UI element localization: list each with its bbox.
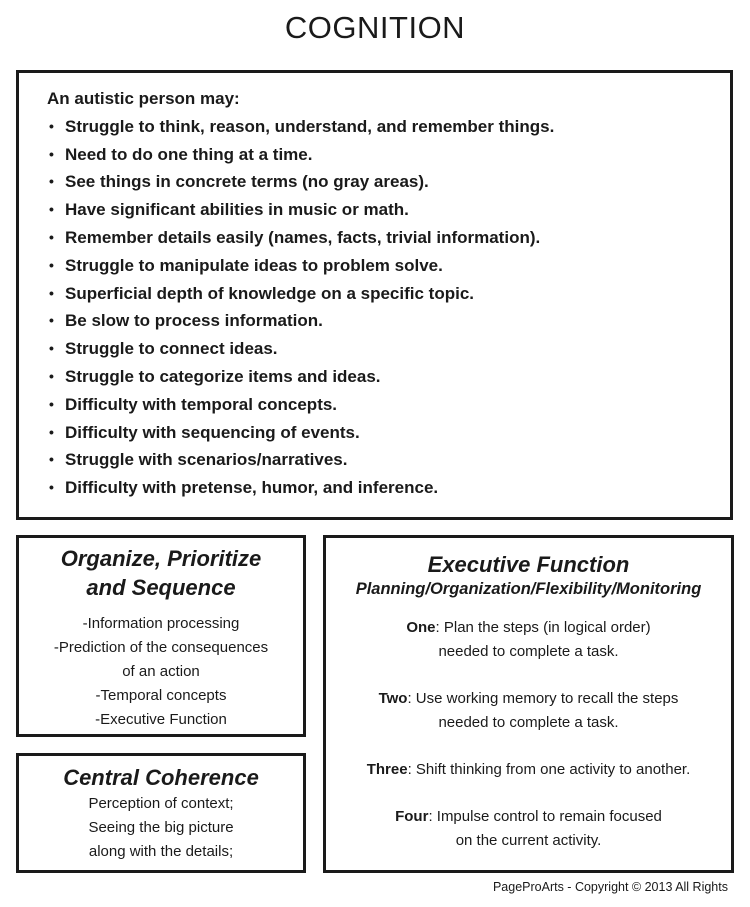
organize-line: -Executive Function [95,711,227,728]
bullet: • [49,117,54,134]
step-text: : Shift thinking from one activity to another. [407,761,691,778]
bullet: • [49,201,54,218]
list-item-text: Need to do one thing at a time. [65,144,313,164]
step-text: : Use working memory to recall the steps [407,690,679,707]
executive-heading: Executive Function [427,552,630,577]
list-item-text: Remember details easily (names, facts, trivial information). [65,227,541,247]
page-title: COGNITION [284,10,466,45]
step-text-cont: needed to complete a task. [438,643,619,660]
list-item [47,474,730,502]
list-item-text: Difficulty with pretense, humor, and inference. [65,478,439,498]
step-text-cont: needed to complete a task. [438,714,619,731]
bullet: • [49,145,54,162]
list-item-text: See things in concrete terms (no gray areas). [65,172,429,192]
executive-step [326,758,731,782]
list-item [47,168,730,196]
executive-step [326,616,731,664]
step-text-cont: on the current activity. [455,832,602,849]
organize-heading-line2: and Sequence [86,575,236,600]
list-item-text: Difficulty with sequencing of events. [65,422,360,442]
list-item [47,141,730,169]
step-text: : Impulse control to remain focused [428,808,662,825]
list-item-text: Struggle with scenarios/narratives. [65,450,348,470]
central-coherence-box [16,753,306,873]
list-item-text: Have significant abilities in music or math. [65,200,409,220]
bullet: • [49,173,54,190]
organize-line: -Information processing [82,615,240,632]
list-item [47,196,730,224]
list-item [47,113,730,141]
list-item [47,446,730,474]
list-item-text: Struggle to connect ideas. [65,339,278,359]
executive-subheading: Planning/Organization/Flexibility/Monitoring [355,580,702,598]
organize-line: -Temporal concepts [95,687,227,704]
executive-step [326,805,731,853]
central-heading: Central Coherence [63,765,259,790]
bullet: • [49,451,54,468]
bullet: • [49,256,54,273]
bullet: • [49,284,54,301]
list-item [47,252,730,280]
central-line: along with the details; [88,843,234,860]
list-item [47,363,730,391]
list-item [47,419,730,447]
step-label: Two [378,690,408,707]
step-text: : Plan the steps (in logical order) [435,619,651,636]
list-item [47,224,730,252]
organize-line: of an action [122,663,200,680]
list-item-text: Struggle to manipulate ideas to problem solve. [65,255,443,275]
step-label: Four [395,808,429,825]
central-line: Perception of context; [88,795,234,812]
bullet: • [49,423,54,440]
bullet: • [49,395,54,412]
bullet: • [49,340,54,357]
list-item [47,307,730,335]
list-item-text: Be slow to process information. [65,311,323,331]
traits-intro: An autistic person may: [47,89,240,108]
organize-line: -Prediction of the consequences [53,639,269,656]
list-item-text: Struggle to categorize items and ideas. [65,366,381,386]
executive-function-box [323,535,734,873]
bullet: • [49,228,54,245]
organize-box [16,535,306,737]
organize-heading-line1: Organize, Prioritize [60,546,262,571]
list-item-text: Difficulty with temporal concepts. [65,394,338,414]
list-item [47,280,730,308]
list-item [47,335,730,363]
central-line: Seeing the big picture [88,819,234,836]
list-item-text: Struggle to think, reason, understand, and remember things. [65,116,555,136]
step-label: One [406,619,436,636]
list-item-text: Superficial depth of knowledge on a specific topic. [65,283,475,303]
bullet: • [49,479,54,496]
traits-list [47,113,730,502]
bullet: • [49,367,54,384]
copyright-footer: PageProArts - Copyright © 2013 All Rights [492,880,728,894]
executive-step [326,687,731,735]
bullet: • [49,312,54,329]
traits-box [16,70,733,520]
step-label: Three [366,761,408,778]
list-item [47,391,730,419]
